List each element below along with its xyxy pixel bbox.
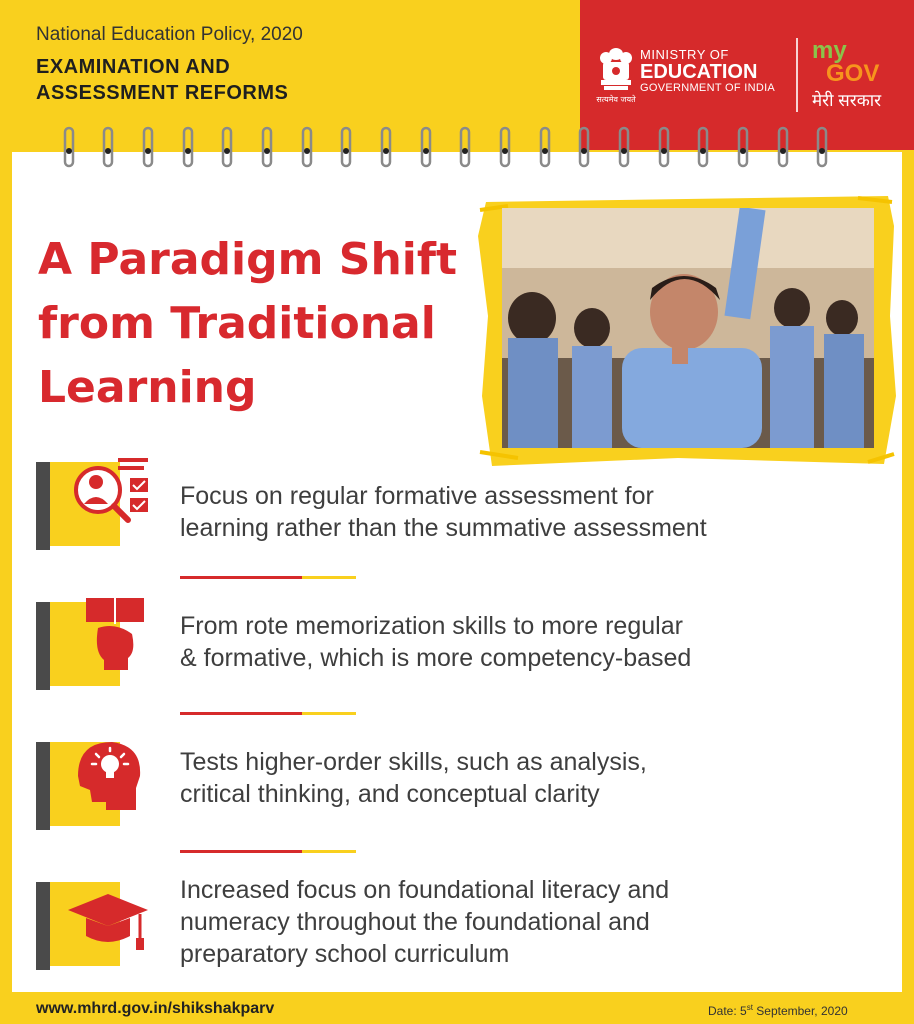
ministry-line-1: MINISTRY OF (640, 47, 729, 62)
ring-icon (382, 128, 390, 166)
item-separator (180, 712, 356, 715)
classroom-image (502, 208, 874, 448)
list-item: Focus on regular formative assessment for learning rather than the summative assessment (180, 482, 707, 542)
mygov-my: my (812, 37, 847, 64)
headline-line-2: from Traditional (38, 298, 436, 349)
list-item: Tests higher-order skills, such as analysis, critical thinking, and conceptual clarity (180, 748, 647, 808)
idea-head-icon (32, 736, 154, 834)
ring-icon (501, 128, 509, 166)
footer-date: Date: 5st September, 2020 (708, 1003, 848, 1018)
mygov-logo (812, 37, 902, 111)
headline-line-3: Learning (38, 362, 257, 413)
graduation-cap-icon (32, 876, 154, 974)
ring-icon (104, 128, 112, 166)
logo-divider (796, 38, 798, 112)
ring-icon (461, 128, 469, 166)
national-emblem-icon (594, 44, 638, 106)
ministry-logo (640, 48, 775, 94)
mygov-tagline: मेरी सरकार (812, 91, 882, 110)
ring-icon (65, 128, 73, 166)
ministry-line-3: GOVERNMENT OF INDIA (640, 81, 776, 94)
ministry-line-2: EDUCATION (640, 60, 758, 83)
ring-icon (263, 128, 271, 166)
ring-icon (660, 128, 668, 166)
headline-line-1: A Paradigm Shift (38, 234, 458, 285)
page-title (36, 54, 303, 106)
emblem-caption: सत्यमेव जयते (596, 95, 636, 104)
list-item: Increased focus on foundational literacy and numeracy throughout the foundational and preparatory school curriculum (180, 876, 670, 968)
spiral-binding (60, 126, 850, 170)
ring-icon (342, 128, 350, 166)
ring-icon (541, 128, 549, 166)
ring-icon (184, 128, 192, 166)
ring-icon (144, 128, 152, 166)
ring-icon (620, 128, 628, 166)
title-line-2: ASSESSMENT REFORMS (36, 82, 289, 104)
policy-label: National Education Policy, 2020 (36, 24, 303, 45)
list-item: From rote memorization skills to more regular & formative, which is more competency-based (180, 612, 692, 672)
ring-icon (422, 128, 430, 166)
footer-url[interactable]: www.mhrd.gov.in/shikshakparv (36, 1000, 275, 1017)
headline (38, 228, 457, 420)
item-separator (180, 576, 356, 579)
ring-icon (818, 128, 826, 166)
book-head-icon (32, 596, 154, 694)
ring-icon (580, 128, 588, 166)
item-separator (180, 850, 356, 853)
ring-icon (779, 128, 787, 166)
ring-icon (739, 128, 747, 166)
ring-icon (223, 128, 231, 166)
classroom-photo (478, 196, 896, 466)
mygov-gov: GOV (826, 60, 880, 87)
assessment-icon (32, 456, 154, 554)
ring-icon (303, 128, 311, 166)
title-line-1: EXAMINATION AND (36, 56, 231, 78)
ring-icon (699, 128, 707, 166)
header (36, 24, 303, 106)
